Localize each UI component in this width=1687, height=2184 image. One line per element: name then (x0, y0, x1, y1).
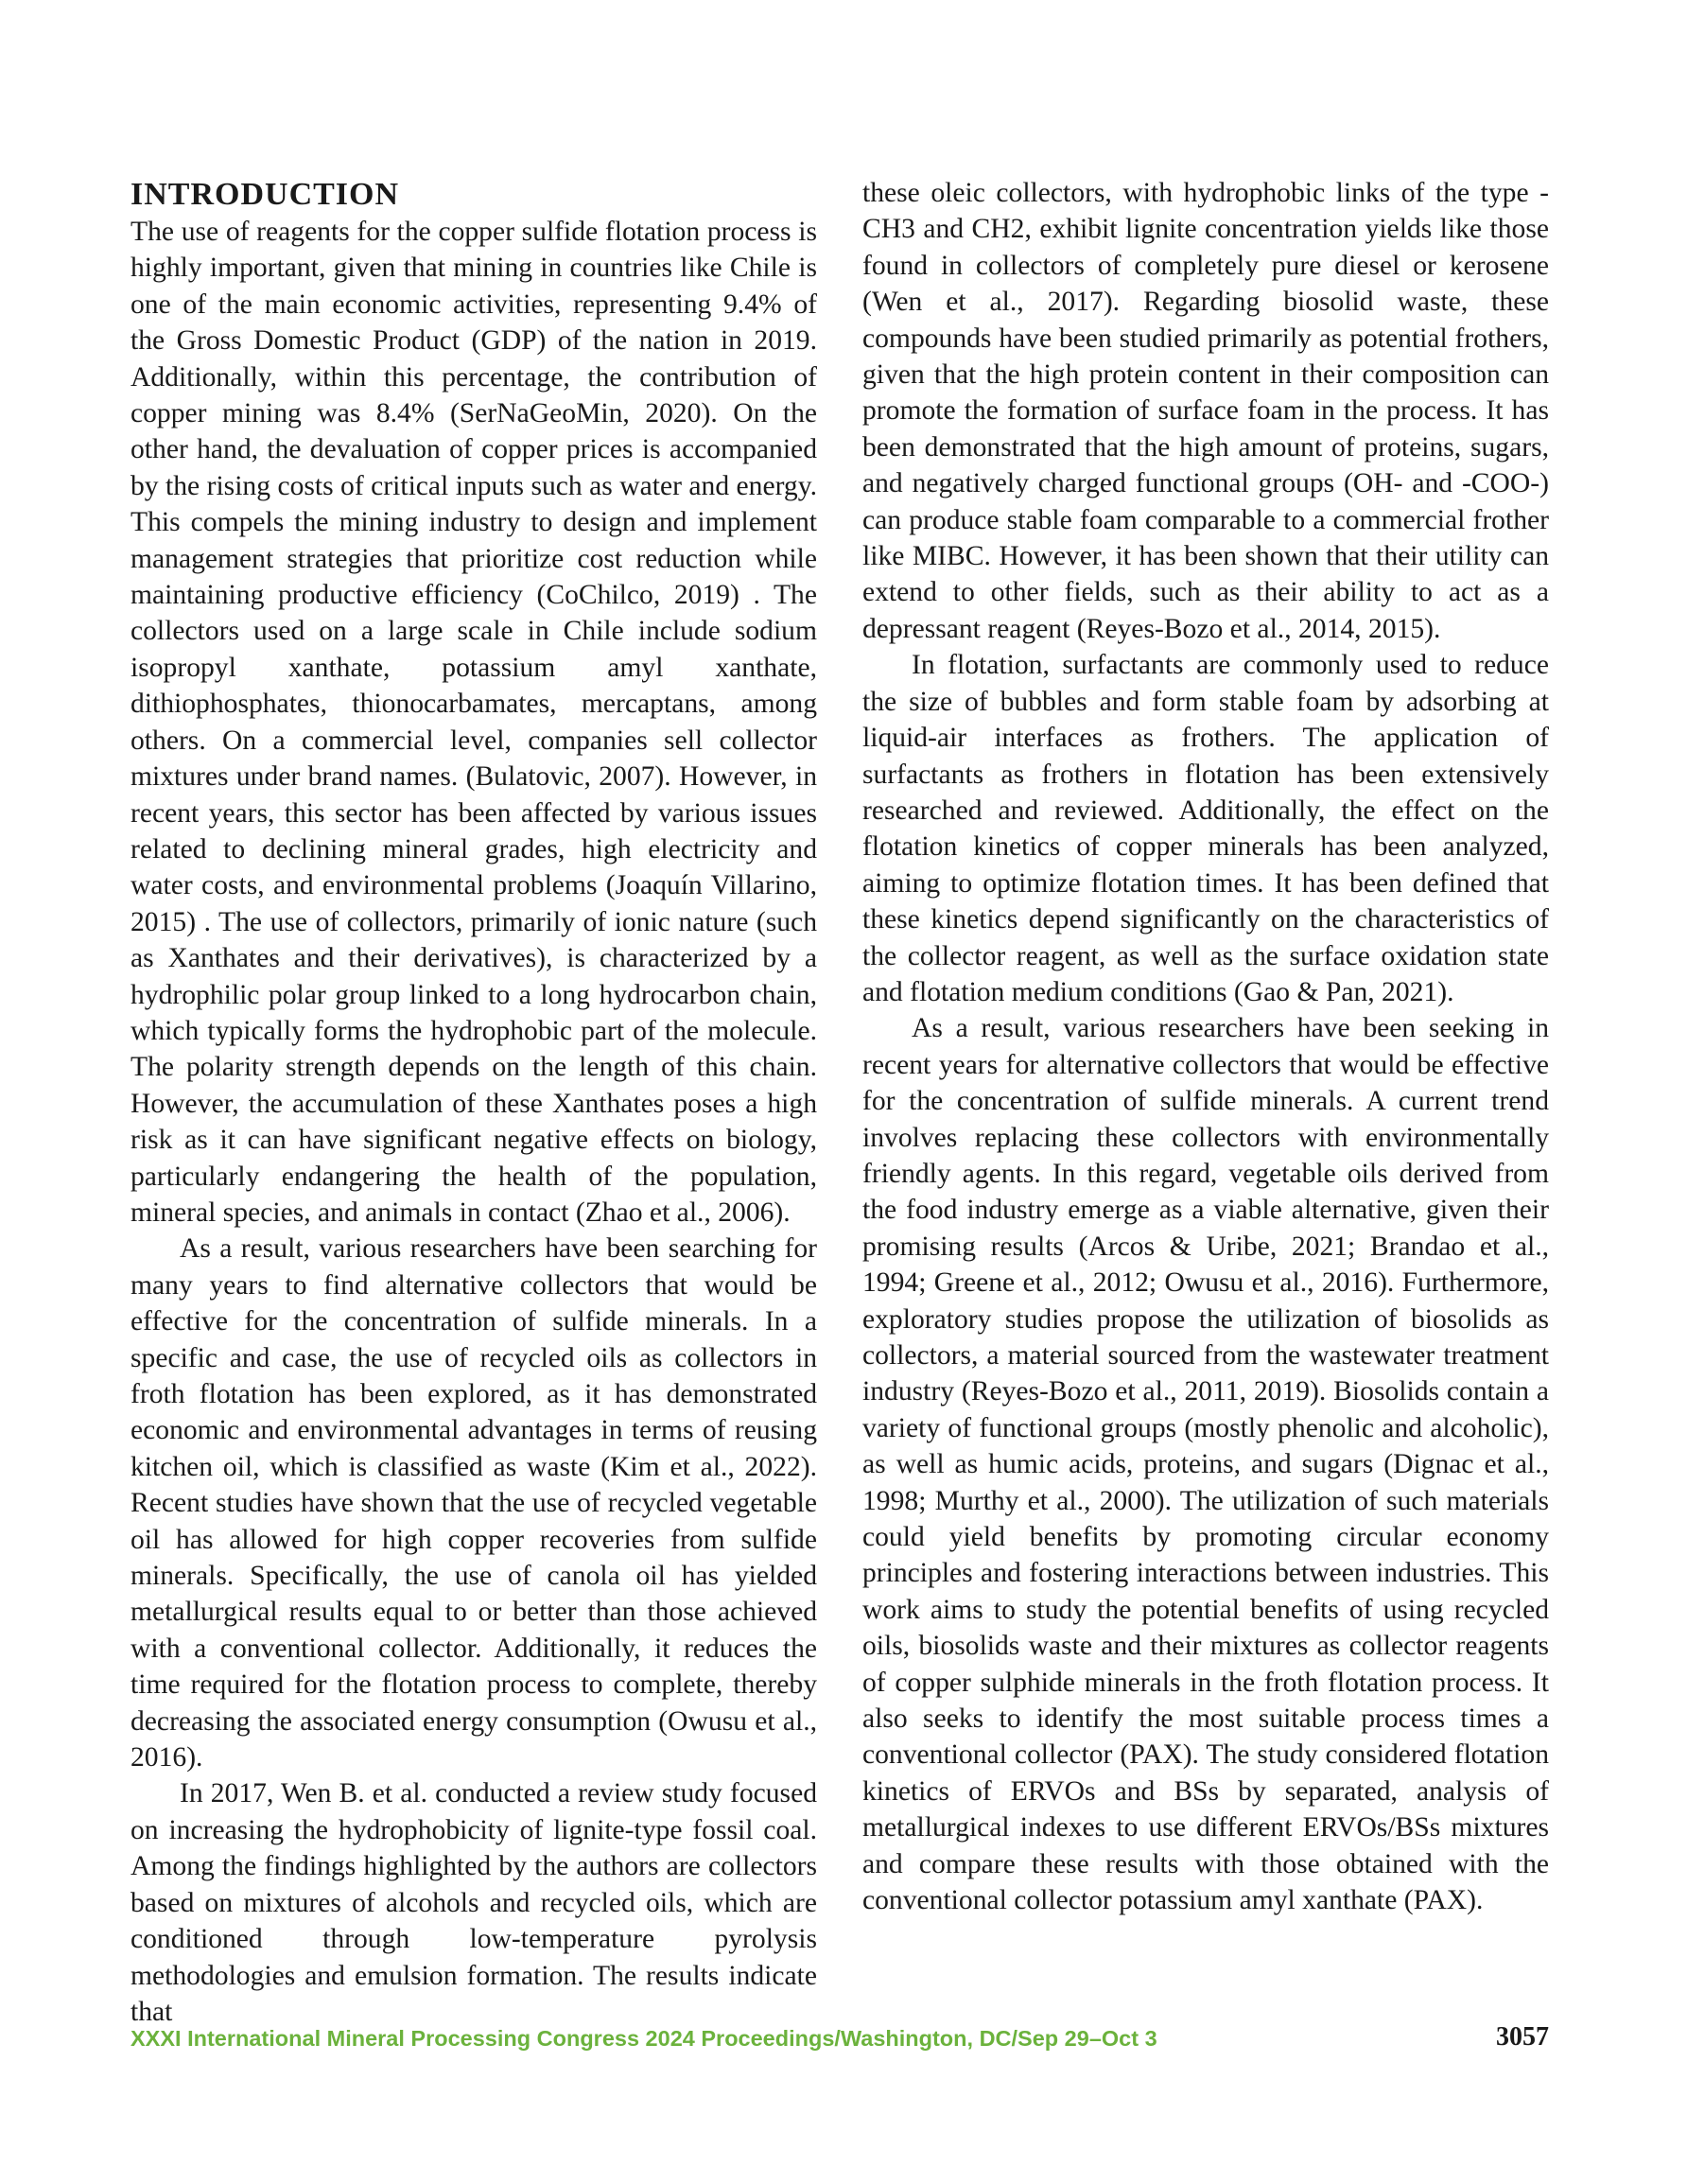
paragraph-intro-3: In 2017, Wen B. et al. conducted a review study focused on increasing the hydrophobicity of lignite-type fossil coal. Among the findings highlighted by the authors are collectors based on mixtures of alcohols and recycled oils, which are conditioned through low-temperature pyrolysis methodologies and emulsion formation. The results indicate that (130, 1778, 817, 2027)
section-heading: INTRODUCTION (130, 177, 400, 212)
page-number: 3057 (1496, 2022, 1549, 2052)
left-column (130, 172, 817, 2030)
footer-conference-text: XXXI International Mineral Processing Congress 2024 Proceedings/Washington, DC/Sep 29–Oct 3 (130, 2026, 1157, 2051)
paragraph-intro-1: The use of reagents for the copper sulfide flotation process is highly important, given that mining in countries like Chile is one of the main economic activities, representing 9.4% of the Gross Domestic Product (GDP) of the nation in 2019. Additionally, within this percentage, the contribution of copper mining was 8.4% (SerNaGeoMin, 2020). On the other hand, the devaluation of copper prices is accompanied by the rising costs of critical inputs such as water and energy. This compels the mining industry to design and implement management strategies that prioritize cost reduction while maintaining productive efficiency (CoChilco, 2019) . The collectors used on a large scale in Chile include sodium isopropyl xanthate, potassium amyl xanthate, dithiophosphates, thionocarbamates, mercaptans, among others. On a commercial level, companies sell collector mixtures under brand names. (Bulatovic, 2007). However, in recent years, this sector has been affected by various issues related to declining mineral grades, high electricity and water costs, and environmental problems (Joaquín Villarino, 2015) . The use of collectors, primarily of ionic nature (such as Xanthates and their derivatives), is characterized by a hydrophilic polar group linked to a long hydrocarbon chain, which typically forms the hydrophobic part of the molecule. The polarity strength depends on the length of this chain. However, the accumulation of these Xanthates poses a high risk as it can have significant negative effects on biology, particularly endangering the health of the population, mineral species, and animals in contact (Zhao et al., 2006). (130, 217, 817, 1228)
right-column (862, 175, 1549, 1919)
paragraph-intro-5: As a result, various researchers have been seeking in recent years for alternative collectors that would be effective for the concentration of sulfide minerals. A current trend involves replacing these collectors with environmentally friendly agents. In this regard, vegetable oils derived from the food industry emerge as a viable alternative, given their promising results (Arcos & Uribe, 2021; Brandao et al., 1994; Greene et al., 2012; Owusu et al., 2016). Furthermore, exploratory studies propose the utilization of biosolids as collectors, a material sourced from the wastewater treatment industry (Reyes-Bozo et al., 2011, 2019). Biosolids contain a variety of functional groups (mostly phenolic and alcoholic), as well as humic acids, proteins, and sugars (Dignac et al., 1998; Murthy et al., 2000). The utilization of such materials could yield benefits by promoting circular economy principles and fostering interactions between industries. This work aims to study the potential benefits of using recycled oils, biosolids waste and their mixtures as collector reagents of copper sulphide minerals in the froth flotation process. It also seeks to identify the most suitable process times a conventional collector (PAX). The study considered flotation kinetics of ERVOs and BSs by separated, analysis of metallurgical indexes to use different ERVOs/BSs mixtures and compare these results with those obtained with the conventional collector potassium amyl xanthate (PAX). (862, 1013, 1549, 1916)
paragraph-intro-2: As a result, various researchers have been searching for many years to find alternative collectors that would be effective for the concentration of sulfide minerals. In a specific and case, the use of recycled oils as collectors in froth flotation has been explored, as it has demonstrated economic and environmental advantages in terms of reusing kitchen oil, which is classified as waste (Kim et al., 2022). Recent studies have shown that the use of recycled vegetable oil has allowed for high copper recoveries from sulfide minerals. Specifically, the use of canola oil has yielded metallurgical results equal to or better than those achieved with a conventional collector. Additionally, it reduces the time required for the flotation process to complete, thereby decreasing the associated energy consumption (Owusu et al., 2016). (130, 1233, 817, 1773)
paragraph-intro-3-continued: these oleic collectors, with hydrophobic links of the type -CH3 and CH2, exhibit lignite concentration yields like those found in collectors of completely pure diesel or kerosene (Wen et al., 2017). Regarding biosolid waste, these compounds have been studied primarily as potential frothers, given that the high protein content in their composition can promote the formation of surface foam in the process. It has been demonstrated that the high amount of proteins, sugars, and negatively charged functional groups (OH- and -COO-) can produce stable foam comparable to a commercial frother like MIBC. However, it has been shown that their utility can extend to other fields, such as their ability to act as a depressant reagent (Reyes-Bozo et al., 2014, 2015). (862, 178, 1549, 644)
paragraph-intro-4: In flotation, surfactants are commonly used to reduce the size of bubbles and form stable foam by adsorbing at liquid-air interfaces as frothers. The application of surfactants as frothers in flotation has been extensively researched and reviewed. Additionally, the effect on the flotation kinetics of copper minerals has been analyzed, aiming to optimize flotation times. It has been defined that these kinetics depend significantly on the characteristics of the collector reagent, as well as the surface oxidation state and flotation medium conditions (Gao & Pan, 2021). (862, 650, 1549, 1007)
page-footer (130, 2022, 1549, 2064)
